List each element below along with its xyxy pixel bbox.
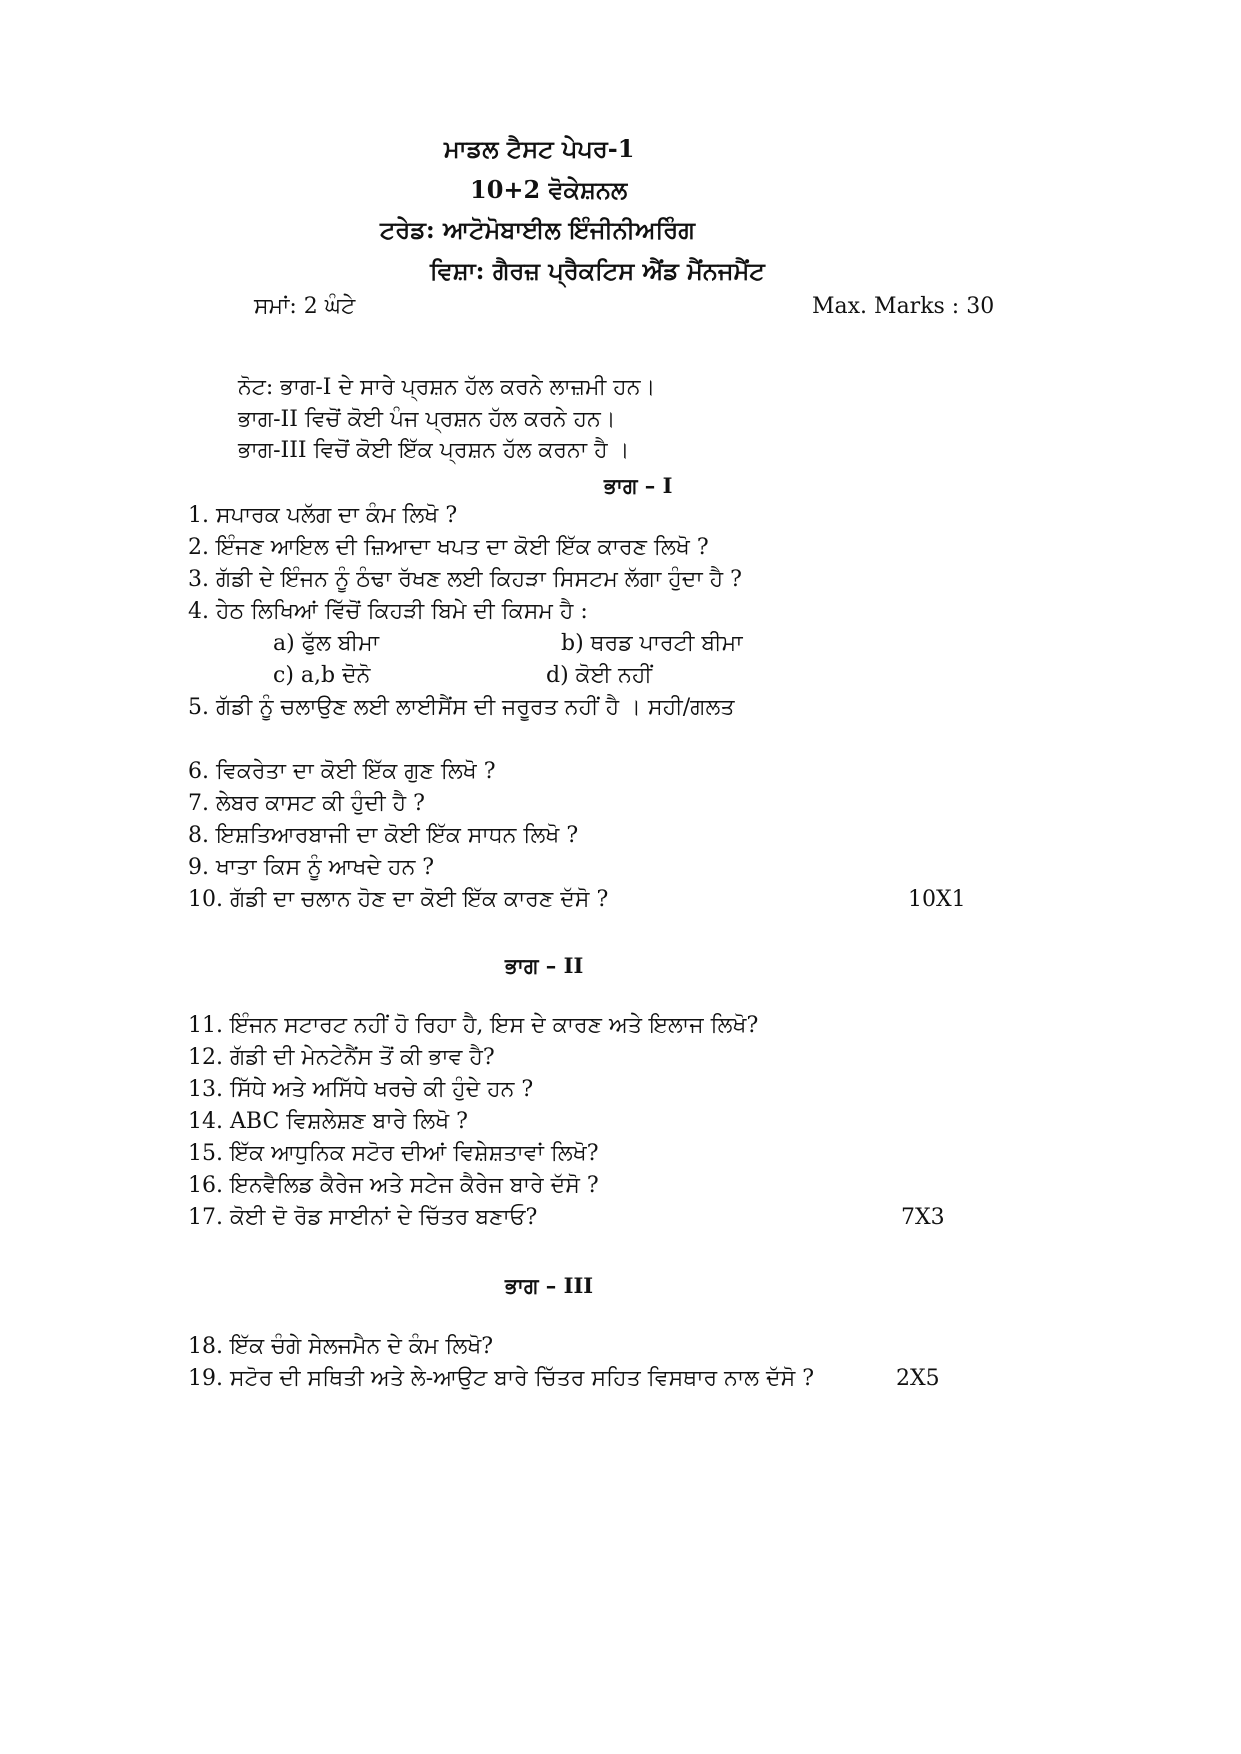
question-12: 12. ਗੱਡੀ ਦੀ ਮੇਨਟੇਨੈਂਸ ਤੋਂ ਕੀ ਭਾਵ ਹੈ? <box>188 1045 495 1070</box>
question-2: 2. ਇੰਜਣ ਆਇਲ ਦੀ ਜ਼ਿਆਦਾ ਖਪਤ ਦਾ ਕੋਈ ਇੱਕ ਕਾਰਣ ਲਿਖੋ ? <box>188 535 709 560</box>
question-4: 4. ਹੇਠ ਲਿਖਿਆਂ ਵਿੱਚੋਂ ਕਿਹੜੀ ਬਿਮੇ ਦੀ ਕਿਸਮ ਹੈ : <box>188 599 588 624</box>
question-8: 8. ਇਸ਼ਤਿਆਰਬਾਜੀ ਦਾ ਕੋਈ ਇੱਕ ਸਾਧਨ ਲਿਖੋ ? <box>188 823 579 848</box>
option-d: d) ਕੋਈ ਨਹੀਂ <box>546 663 652 688</box>
question-17: 17. ਕੋਈ ਦੋ ਰੋਡ ਸਾਈਨਾਂ ਦੇ ਚਿੱਤਰ ਬਣਾਓ? <box>188 1205 538 1230</box>
question-7: 7. ਲੇਬਰ ਕਾਸਟ ਕੀ ਹੁੰਦੀ ਹੈ ? <box>188 791 425 816</box>
question-19: 19. ਸਟੋਰ ਦੀ ਸਥਿਤੀ ਅਤੇ ਲੇ-ਆਉਟ ਬਾਰੇ ਚਿੱਤਰ ਸਹਿਤ ਵਿਸਥਾਰ ਨਾਲ ਦੱਸੋ ? <box>188 1366 815 1391</box>
paper-title: ਮਾਡਲ ਟੈਸਟ ਪੇਪਰ-1 <box>444 134 635 163</box>
question-9: 9. ਖਾਤਾ ਕਿਸ ਨੂੰ ਆਖਦੇ ਹਨ ? <box>188 855 435 880</box>
question-15: 15. ਇੱਕ ਆਧੁਨਿਕ ਸਟੋਰ ਦੀਆਂ ਵਿਸ਼ੇਸ਼ਤਾਵਾਂ ਲਿਖੋ? <box>188 1141 599 1166</box>
question-11: 11. ਇੰਜਨ ਸਟਾਰਟ ਨਹੀਂ ਹੋ ਰਿਹਾ ਹੈ, ਇਸ ਦੇ ਕਾਰਣ ਅਤੇ ਇਲਾਜ ਲਿਖੋ? <box>188 1013 759 1038</box>
part-3-heading: ਭਾਗ – III <box>505 1273 594 1298</box>
question-1: 1. ਸਪਾਰਕ ਪਲੱਗ ਦਾ ਕੰਮ ਲਿਖੋ ? <box>188 503 458 528</box>
subject-line: ਵਿਸ਼ਾ: ਗੈਰਜ਼ ਪ੍ਰੈਕਟਿਸ ਐਂਡ ਮੈਂਨਜਮੈਂਟ <box>430 256 765 285</box>
part-2-marks: 7X3 <box>901 1205 945 1230</box>
question-18: 18. ਇੱਕ ਚੰਗੇ ਸੇਲਜਮੈਨ ਦੇ ਕੰਮ ਲਿਖੋ? <box>188 1334 494 1359</box>
question-14: 14. ABC ਵਿਸ਼ਲੇਸ਼ਣ ਬਾਰੇ ਲਿਖੋ ? <box>188 1109 468 1134</box>
question-3: 3. ਗੱਡੀ ਦੇ ਇੰਜਨ ਨੂੰ ਠੰਢਾ ਰੱਖਣ ਲਈ ਕਿਹੜਾ ਸਿਸਟਮ ਲੱਗਾ ਹੁੰਦਾ ਹੈ ? <box>188 567 742 592</box>
note-line: ਭਾਗ-III ਵਿਚੋਂ ਕੋਈ ਇੱਕ ਪ੍ਰਸ਼ਨ ਹੱਲ ਕਰਨਾ ਹੈ । <box>238 438 630 463</box>
question-16: 16. ਇਨਵੈਲਿਡ ਕੈਰੇਜ ਅਤੇ ਸਟੇਜ ਕੈਰੇਜ ਬਾਰੇ ਦੱਸੋ ? <box>188 1173 599 1198</box>
trade-line: ਟਰੇਡ: ਆਟੋਮੋਬਾਈਲ ਇੰਜੀਨੀਅਰਿੰਗ <box>380 215 695 244</box>
question-6: 6. ਵਿਕਰੇਤਾ ਦਾ ਕੋਈ ਇੱਕ ਗੁਣ ਲਿਖੋ ? <box>188 759 496 784</box>
option-b: b) ਥਰਡ ਪਾਰਟੀ ਬੀਮਾ <box>561 631 743 656</box>
option-a: a) ਫੁੱਲ ਬੀਮਾ <box>273 631 380 656</box>
part-3-marks: 2X5 <box>896 1366 940 1391</box>
time-allowed: ਸਮਾਂ: 2 ਘੰਟੇ <box>254 294 356 319</box>
max-marks: Max. Marks : 30 <box>812 294 995 319</box>
note-line: ਨੋਟ: ਭਾਗ-I ਦੇ ਸਾਰੇ ਪ੍ਰਸ਼ਨ ਹੱਲ ਕਰਨੇ ਲਾਜ਼ਮੀ ਹਨ। <box>238 375 656 400</box>
part-1-heading: ਭਾਗ – I <box>604 473 673 498</box>
question-5: 5. ਗੱਡੀ ਨੂੰ ਚਲਾਉਣ ਲਈ ਲਾਈਸੈਂਸ ਦੀ ਜਰੂਰਤ ਨਹੀਂ ਹੈ । ਸਹੀ/ਗਲਤ <box>188 695 735 720</box>
question-13: 13. ਸਿੱਧੇ ਅਤੇ ਅਸਿੱਧੇ ਖਰਚੇ ਕੀ ਹੁੰਦੇ ਹਨ ? <box>188 1077 534 1102</box>
option-c: c) a,b ਦੋਨੋ <box>273 663 371 688</box>
class-line: 10+2 ਵੋਕੇਸ਼ਨਲ <box>470 175 628 204</box>
question-10: 10. ਗੱਡੀ ਦਾ ਚਲਾਨ ਹੋਣ ਦਾ ਕੋਈ ਇੱਕ ਕਾਰਣ ਦੱਸੋ ? <box>188 887 609 912</box>
note-line: ਭਾਗ-II ਵਿਚੋਂ ਕੋਈ ਪੰਜ ਪ੍ਰਸ਼ਨ ਹੱਲ ਕਰਨੇ ਹਨ। <box>238 407 616 432</box>
part-2-heading: ਭਾਗ – II <box>505 953 584 978</box>
part-1-marks: 10X1 <box>908 887 966 912</box>
